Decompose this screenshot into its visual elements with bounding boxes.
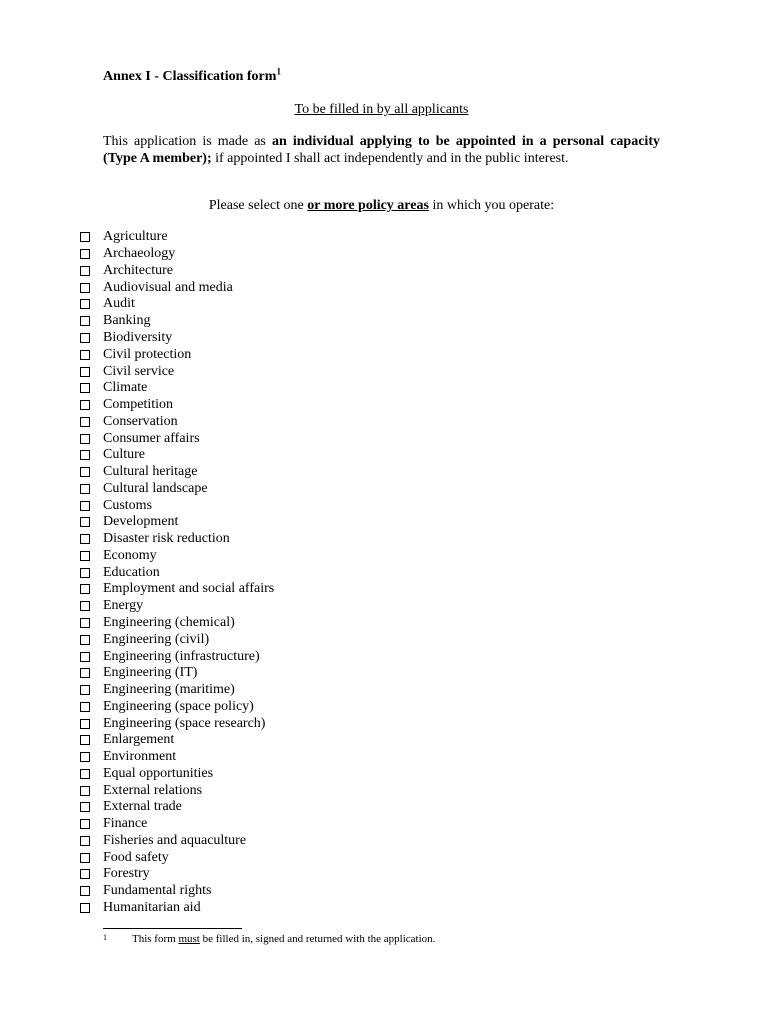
policy-area-item — [80, 548, 274, 565]
policy-area-item — [80, 648, 274, 665]
policy-area-label: External relations — [103, 782, 203, 798]
policy-area-checkbox[interactable] — [80, 584, 90, 594]
policy-area-label: Audit — [103, 296, 135, 312]
intro-bold-text: an individual applying to be appointed in a personal capacity (Type A member); — [103, 134, 660, 166]
policy-area-item — [80, 732, 274, 749]
policy-area-item — [80, 279, 274, 296]
policy-area-item — [80, 447, 274, 464]
policy-area-label: Fisheries and aquaculture — [103, 832, 247, 848]
policy-area-item — [80, 397, 274, 414]
policy-area-checkbox[interactable] — [80, 484, 90, 494]
policy-area-item — [80, 799, 274, 816]
policy-area-label: Equal opportunities — [103, 765, 214, 781]
policy-area-checkbox[interactable] — [80, 249, 90, 259]
policy-area-item — [80, 246, 274, 263]
policy-area-checkbox[interactable] — [80, 299, 90, 309]
policy-area-label: Enlargement — [103, 732, 175, 748]
footnote — [103, 933, 435, 945]
policy-area-list — [80, 229, 274, 916]
policy-area-label: Education — [103, 564, 160, 580]
policy-area-item — [80, 363, 274, 380]
policy-area-item — [80, 531, 274, 548]
policy-area-checkbox[interactable] — [80, 367, 90, 377]
footnote-text-start: This form — [132, 933, 179, 945]
intro-paragraph — [103, 133, 660, 167]
policy-area-item — [80, 413, 274, 430]
policy-area-checkbox[interactable] — [80, 702, 90, 712]
policy-area-checkbox[interactable] — [80, 266, 90, 276]
policy-area-label: Cultural heritage — [103, 464, 198, 480]
policy-area-checkbox[interactable] — [80, 752, 90, 762]
policy-area-item — [80, 564, 274, 581]
policy-area-item — [80, 598, 274, 615]
policy-area-checkbox[interactable] — [80, 517, 90, 527]
policy-area-item — [80, 229, 274, 246]
policy-area-label: Cultural landscape — [103, 480, 208, 496]
footnote-divider — [103, 928, 242, 929]
footnote-mark: 1 — [103, 933, 107, 942]
policy-area-checkbox[interactable] — [80, 434, 90, 444]
footnote-underlined-text: must — [178, 933, 200, 945]
footnote-text-end: be filled in, signed and returned with the application. — [199, 933, 436, 945]
policy-area-checkbox[interactable] — [80, 853, 90, 863]
policy-area-checkbox[interactable] — [80, 283, 90, 293]
page-title — [103, 66, 281, 85]
title-text: Annex I - Classification form — [103, 69, 277, 84]
policy-area-item — [80, 313, 274, 330]
policy-area-label: Agriculture — [103, 229, 168, 245]
policy-area-checkbox[interactable] — [80, 652, 90, 662]
policy-area-label: Finance — [103, 816, 148, 832]
policy-area-item — [80, 698, 274, 715]
policy-area-item — [80, 346, 274, 363]
policy-area-checkbox[interactable] — [80, 232, 90, 242]
policy-area-item — [80, 782, 274, 799]
policy-area-label: Engineering (space policy) — [103, 698, 254, 714]
policy-area-label: Civil service — [103, 363, 175, 379]
policy-area-checkbox[interactable] — [80, 601, 90, 611]
policy-area-item — [80, 296, 274, 313]
select-prompt-after: in which you operate: — [428, 198, 555, 213]
policy-area-item — [80, 766, 274, 783]
policy-area-checkbox[interactable] — [80, 316, 90, 326]
policy-area-label: Conservation — [103, 413, 178, 429]
policy-area-checkbox[interactable] — [80, 534, 90, 544]
policy-area-label: Forestry — [103, 866, 150, 882]
policy-area-label: Climate — [103, 380, 148, 396]
policy-area-checkbox[interactable] — [80, 685, 90, 695]
policy-area-item — [80, 581, 274, 598]
policy-area-item — [80, 480, 274, 497]
select-prompt-emphasis: or more policy areas — [307, 198, 429, 213]
policy-area-checkbox[interactable] — [80, 333, 90, 343]
policy-area-label: Competition — [103, 397, 173, 413]
policy-area-checkbox[interactable] — [80, 383, 90, 393]
policy-area-label: Consumer affairs — [103, 430, 200, 446]
select-prompt-before: Please select one — [208, 198, 308, 213]
policy-area-item — [80, 514, 274, 531]
policy-area-label: Food safety — [103, 849, 169, 865]
footnote-reference: 1 — [276, 66, 281, 77]
policy-area-item — [80, 263, 274, 280]
policy-area-checkbox[interactable] — [80, 635, 90, 645]
policy-area-checkbox[interactable] — [80, 735, 90, 745]
policy-area-label: Employment and social affairs — [103, 581, 275, 597]
policy-area-item — [80, 631, 274, 648]
policy-area-item — [80, 816, 274, 833]
policy-area-label: Development — [103, 514, 179, 530]
policy-area-checkbox[interactable] — [80, 501, 90, 511]
policy-area-label: Customs — [103, 497, 153, 513]
policy-area-label: Engineering (maritime) — [103, 682, 235, 698]
policy-area-checkbox[interactable] — [80, 417, 90, 427]
policy-area-item — [80, 883, 274, 900]
policy-area-label: Engineering (space research) — [103, 715, 266, 731]
select-prompt — [103, 198, 660, 214]
policy-area-checkbox[interactable] — [80, 802, 90, 812]
policy-area-label: Architecture — [103, 262, 173, 278]
policy-area-checkbox[interactable] — [80, 668, 90, 678]
policy-area-item — [80, 430, 274, 447]
policy-area-label: Archaeology — [103, 246, 176, 262]
policy-area-checkbox[interactable] — [80, 551, 90, 561]
policy-area-checkbox[interactable] — [80, 903, 90, 913]
policy-area-checkbox[interactable] — [80, 819, 90, 829]
policy-area-label: Economy — [103, 547, 157, 563]
policy-area-checkbox[interactable] — [80, 836, 90, 846]
policy-area-checkbox[interactable] — [80, 467, 90, 477]
policy-area-label: Biodiversity — [103, 329, 173, 345]
policy-area-checkbox[interactable] — [80, 400, 90, 410]
policy-area-item — [80, 682, 274, 699]
policy-area-label: Disaster risk reduction — [103, 531, 230, 547]
policy-area-checkbox[interactable] — [80, 869, 90, 879]
policy-area-checkbox[interactable] — [80, 450, 90, 460]
policy-area-item — [80, 464, 274, 481]
policy-area-item — [80, 833, 274, 850]
policy-area-label: Environment — [103, 749, 177, 765]
policy-area-checkbox[interactable] — [80, 350, 90, 360]
policy-area-item — [80, 866, 274, 883]
policy-area-label: Banking — [103, 313, 151, 329]
policy-area-label: Civil protection — [103, 346, 192, 362]
policy-area-item — [80, 615, 274, 632]
policy-area-item — [80, 715, 274, 732]
intro-text-end: if appointed I shall act independently and in the public interest. — [211, 151, 569, 166]
policy-area-item — [80, 749, 274, 766]
policy-area-checkbox[interactable] — [80, 886, 90, 896]
policy-area-checkbox[interactable] — [80, 568, 90, 578]
policy-area-item — [80, 665, 274, 682]
policy-area-label: Engineering (IT) — [103, 665, 198, 681]
policy-area-label: Engineering (civil) — [103, 631, 210, 647]
intro-text-start: This application is made as — [103, 134, 272, 149]
policy-area-item — [80, 900, 274, 917]
policy-area-checkbox[interactable] — [80, 769, 90, 779]
policy-area-label: Culture — [103, 447, 145, 463]
policy-area-label: Fundamental rights — [103, 883, 212, 899]
policy-area-checkbox[interactable] — [80, 786, 90, 796]
policy-area-item — [80, 380, 274, 397]
policy-area-item — [80, 497, 274, 514]
policy-area-checkbox[interactable] — [80, 719, 90, 729]
policy-area-checkbox[interactable] — [80, 618, 90, 628]
policy-area-item — [80, 849, 274, 866]
policy-area-label: External trade — [103, 799, 182, 815]
policy-area-item — [80, 330, 274, 347]
policy-area-label: Engineering (chemical) — [103, 614, 235, 630]
policy-area-label: Audiovisual and media — [103, 279, 233, 295]
policy-area-label: Humanitarian aid — [103, 900, 201, 915]
policy-area-label: Energy — [103, 598, 144, 614]
policy-area-label: Engineering (infrastructure) — [103, 648, 260, 664]
subtitle: To be filled in by all applicants — [294, 102, 469, 117]
